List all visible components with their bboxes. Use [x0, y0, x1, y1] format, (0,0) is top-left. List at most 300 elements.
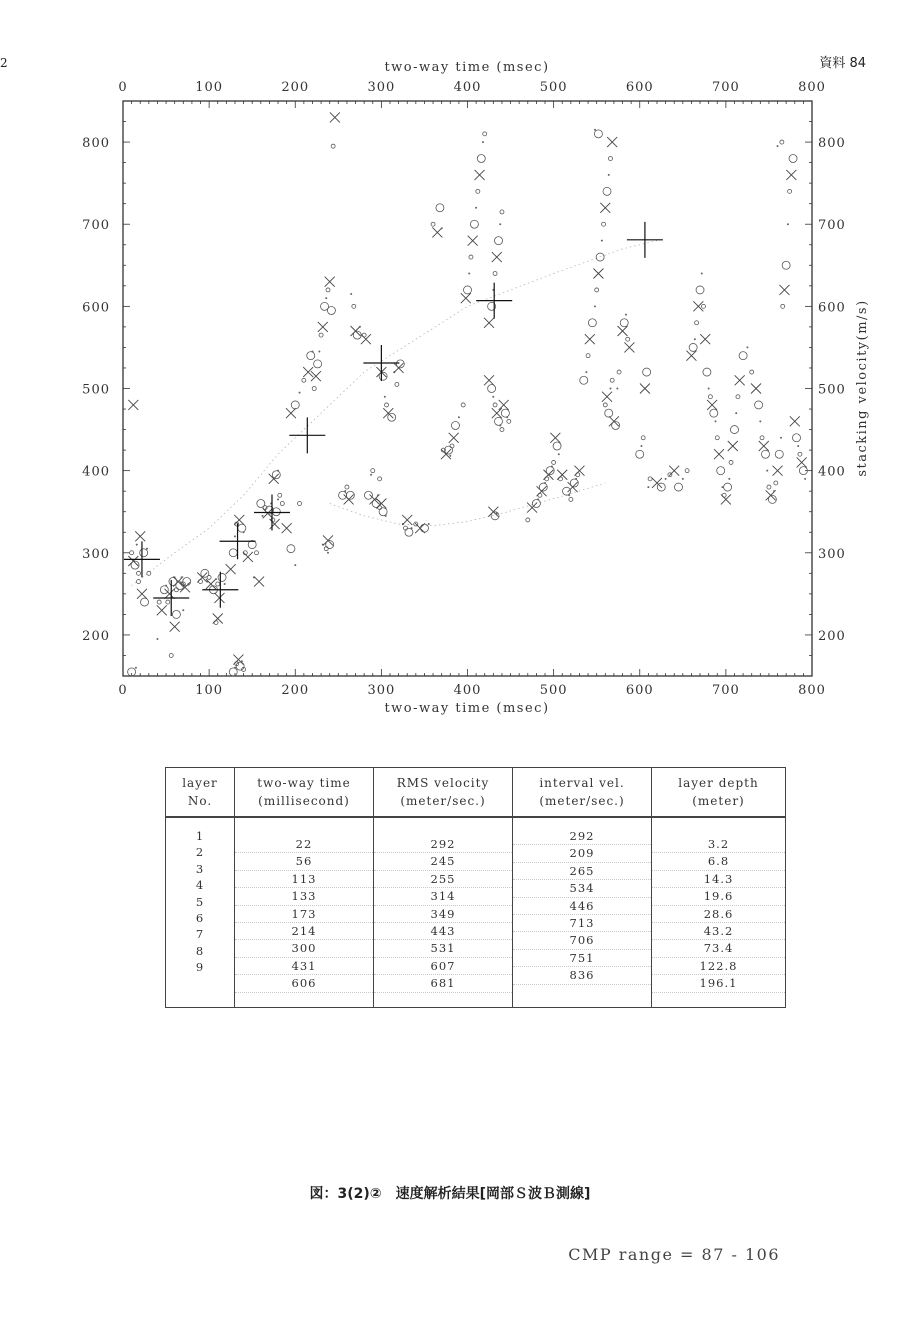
- y-tick-label-right: 600: [818, 300, 846, 316]
- scatter-point: [669, 466, 679, 476]
- scatter-point: [302, 378, 306, 382]
- scatter-point: [537, 498, 539, 500]
- table-cell: 292: [374, 836, 512, 853]
- scatter-point: [750, 370, 754, 374]
- scatter-point: [411, 527, 413, 529]
- scatter-point: [568, 494, 570, 496]
- scatter-point: [385, 515, 387, 517]
- scatter-point: [420, 524, 428, 532]
- y-tick-label-left: 500: [82, 382, 110, 398]
- scatter-point: [786, 170, 796, 180]
- table-cell: 751: [513, 950, 651, 967]
- header-layer-no: layer No.: [166, 768, 235, 818]
- y-tick-label-left: 700: [82, 218, 110, 234]
- scatter-point: [500, 210, 504, 214]
- table-cell: 196.1: [652, 975, 785, 992]
- scatter-point: [182, 609, 184, 611]
- x-tick-label-bottom: 500: [539, 683, 568, 698]
- scatter-point: [277, 470, 279, 472]
- scatter-point: [766, 470, 768, 472]
- scatter-point: [647, 486, 649, 488]
- scatter-point: [608, 174, 610, 176]
- scatter-point: [569, 497, 573, 501]
- table-cell: 19.6: [652, 888, 785, 905]
- scatter-point: [280, 502, 284, 506]
- scatter-point: [495, 237, 503, 245]
- scatter-point: [165, 585, 167, 587]
- scatter-point: [558, 453, 560, 455]
- scatter-point: [130, 551, 134, 555]
- scatter-point: [172, 610, 180, 618]
- scatter-point: [707, 400, 717, 410]
- scatter-point: [482, 141, 484, 143]
- scatter-point: [782, 261, 790, 269]
- scatter-point: [272, 471, 280, 479]
- scatter-point: [441, 227, 443, 229]
- scatter-point: [156, 638, 158, 640]
- scatter-point: [774, 481, 778, 485]
- header-interval-vel: interval vel. (meter/sec.): [513, 768, 652, 818]
- scatter-point: [224, 583, 226, 585]
- scatter-point: [603, 403, 607, 407]
- col-interval-vel: [513, 817, 652, 1007]
- table-cell: 133: [235, 888, 373, 905]
- scatter-point: [146, 548, 148, 550]
- scatter-point: [788, 189, 792, 193]
- scatter-point: [311, 351, 313, 353]
- scatter-point: [603, 187, 611, 195]
- table-cell: 3: [195, 861, 205, 876]
- scatter-point: [700, 334, 710, 344]
- scatter-point: [648, 477, 652, 481]
- scatter-point: [746, 346, 748, 348]
- scatter-point: [385, 403, 389, 407]
- table-cell: 5: [195, 894, 205, 909]
- y-tick-label-left: 400: [82, 464, 110, 480]
- scatter-point: [468, 273, 470, 275]
- scatter-point: [234, 515, 244, 525]
- scatter-point: [214, 593, 224, 603]
- scatter-point: [780, 140, 784, 144]
- y-tick-label-left: 800: [82, 136, 110, 152]
- scatter-point: [238, 524, 246, 532]
- x-tick-label-bottom: 400: [453, 683, 482, 698]
- scatter-point: [610, 378, 614, 382]
- scatter-point: [792, 434, 800, 442]
- y-tick-label-right: 800: [818, 136, 846, 152]
- scatter-point: [282, 523, 292, 533]
- scatter-point: [602, 222, 606, 226]
- scatter-point: [291, 401, 299, 409]
- scatter-point: [286, 408, 296, 418]
- x-tick-label-top: 400: [453, 80, 482, 95]
- scatter-point: [761, 450, 769, 458]
- table-cell: 431: [235, 958, 373, 975]
- scatter-point: [378, 477, 382, 481]
- scatter-point: [352, 304, 356, 308]
- scatter-point: [544, 482, 546, 484]
- velocity-pick: [124, 541, 160, 577]
- scatter-point: [236, 662, 244, 670]
- scatter-point: [728, 441, 738, 451]
- scatter-point: [780, 437, 782, 439]
- table-cell: 4: [195, 878, 205, 893]
- table-cell: 443: [374, 923, 512, 940]
- y-tick-label-right: 200: [818, 628, 846, 644]
- scatter-point: [787, 223, 789, 225]
- scatter-point: [804, 478, 806, 480]
- scatter-point: [395, 382, 399, 386]
- scatter-point: [550, 433, 560, 443]
- scatter-point: [499, 223, 501, 225]
- scatter-point: [506, 416, 508, 418]
- scatter-point: [344, 490, 346, 492]
- col-layer-depth: [652, 817, 786, 1007]
- scatter-point: [594, 305, 596, 307]
- scatter-point: [351, 326, 361, 336]
- col-rms-velocity: [374, 817, 513, 1007]
- upper-guide-line: [132, 241, 657, 586]
- scatter-point: [350, 293, 352, 295]
- y-tick-label-left: 300: [82, 546, 110, 562]
- scatter-point: [325, 297, 327, 299]
- scatter-point: [568, 482, 578, 492]
- scatter-point: [483, 132, 487, 136]
- scatter-point: [714, 449, 724, 459]
- scatter-point: [234, 535, 236, 537]
- scatter-point: [717, 467, 725, 475]
- table-cell: 3.2: [652, 836, 785, 853]
- table-body-row: [166, 817, 786, 1007]
- table-cell: 43.2: [652, 923, 785, 940]
- table-cell: 56: [235, 853, 373, 870]
- velocity-pick: [202, 572, 238, 608]
- header-rms-velocity: RMS velocity (meter/sec.): [374, 768, 513, 818]
- table-cell: 2: [195, 845, 205, 860]
- table-cell: 713: [513, 915, 651, 932]
- scatter-point: [586, 354, 590, 358]
- scatter-point: [620, 319, 628, 327]
- scatter-point: [137, 571, 141, 575]
- scatter-point: [319, 333, 323, 337]
- table-header-row: [166, 768, 786, 818]
- scatter-point: [760, 436, 764, 440]
- col-layer-no: [166, 817, 235, 1007]
- scatter-point: [724, 483, 732, 491]
- scatter-point: [701, 273, 703, 275]
- scatter-point: [694, 338, 696, 340]
- scatter-point: [736, 395, 740, 399]
- scatter-point: [751, 384, 761, 394]
- scatter-point: [493, 272, 497, 276]
- table-cell: 349: [374, 906, 512, 923]
- scatter-point: [428, 523, 430, 525]
- scatter-point: [600, 203, 610, 213]
- table-cell: 113: [235, 871, 373, 888]
- table-cell: 7: [195, 927, 205, 942]
- scatter-point: [475, 170, 485, 180]
- scatter-point: [169, 653, 173, 657]
- scatter-point: [552, 460, 556, 464]
- scatter-point: [345, 485, 349, 489]
- scatter-point: [464, 286, 472, 294]
- scatter-point: [312, 387, 316, 391]
- table-cell: 9: [195, 960, 205, 975]
- scatter-point: [755, 401, 763, 409]
- scatter-point: [359, 326, 361, 328]
- table-cell: 73.4: [652, 940, 785, 957]
- scatter-point: [777, 145, 779, 147]
- scatter-point: [469, 255, 473, 259]
- scatter-point: [318, 351, 320, 353]
- scatter-point: [588, 319, 596, 327]
- scatter-point: [708, 388, 710, 390]
- scatter-point: [314, 360, 322, 368]
- scatter-point: [371, 469, 375, 473]
- scatter-point: [608, 157, 612, 161]
- scatter-point: [767, 485, 771, 489]
- scatter-point: [229, 549, 237, 557]
- x-tick-label-top: 800: [798, 80, 826, 95]
- scatter-points: [128, 112, 808, 675]
- scatter-point: [183, 578, 191, 586]
- scatter-point: [501, 409, 509, 417]
- scatter-point: [708, 395, 712, 399]
- scatter-point: [585, 334, 595, 344]
- velocity-picks: [124, 222, 663, 616]
- scatter-point: [207, 575, 211, 579]
- velocity-pick: [476, 283, 512, 319]
- scatter-point: [278, 493, 282, 497]
- scatter-point: [643, 368, 651, 376]
- table-cell: 300: [235, 940, 373, 957]
- scatter-point: [206, 579, 216, 589]
- y-tick-label-left: 200: [82, 628, 110, 644]
- scatter-point: [475, 207, 477, 209]
- scatter-point: [451, 421, 459, 429]
- velocity-pick: [220, 523, 256, 559]
- scatter-point: [798, 452, 802, 456]
- scatter-point: [701, 304, 705, 308]
- page-reference: 資料 84: [819, 56, 866, 71]
- scatter-point: [326, 288, 330, 292]
- scatter-point: [165, 589, 175, 599]
- scatter-point: [696, 286, 704, 294]
- scatter-point: [730, 426, 738, 434]
- scatter-point: [499, 424, 501, 426]
- scatter-point: [243, 552, 253, 562]
- x-axis-title-top: two-way time (msec): [384, 60, 550, 75]
- table-cell: 681: [374, 975, 512, 992]
- scatter-point: [140, 549, 148, 557]
- scatter-point: [307, 352, 315, 360]
- x-tick-label-bottom: 100: [195, 683, 224, 698]
- scatter-point: [595, 288, 599, 292]
- x-tick-label-bottom: 0: [118, 683, 128, 698]
- table-cell: 1: [195, 829, 205, 843]
- scatter-point: [344, 494, 354, 504]
- scatter-point: [254, 551, 258, 555]
- scatter-point: [728, 478, 730, 480]
- scatter-point: [318, 322, 328, 332]
- scatter-point: [461, 403, 465, 407]
- scatter-point: [729, 460, 733, 464]
- x-tick-label-top: 700: [711, 80, 740, 95]
- scatter-point: [229, 668, 237, 676]
- scatter-point: [789, 155, 797, 163]
- scatter-point: [492, 252, 502, 262]
- scatter-point: [797, 445, 799, 447]
- scatter-point: [128, 556, 138, 566]
- scatter-point: [147, 571, 151, 575]
- scatter-point: [616, 388, 618, 390]
- scatter-point: [470, 220, 478, 228]
- scatter-point: [136, 544, 138, 546]
- x-tick-label-bottom: 300: [367, 683, 396, 698]
- scatter-point: [461, 293, 471, 303]
- scatter-point: [241, 660, 243, 662]
- velocity-pick: [363, 345, 399, 381]
- scatter-point: [625, 314, 627, 316]
- x-tick-label-top: 100: [195, 80, 224, 95]
- scatter-point: [773, 466, 783, 476]
- scatter-point: [215, 578, 217, 580]
- scatter-point: [331, 144, 335, 148]
- scatter-point: [431, 222, 435, 226]
- table-cell: 173: [235, 906, 373, 923]
- scatter-point: [330, 112, 340, 122]
- scatter-point: [377, 494, 379, 496]
- scatter-point: [790, 416, 800, 426]
- scatter-point: [379, 508, 387, 516]
- scatter-point: [477, 155, 485, 163]
- scatter-point: [575, 478, 577, 480]
- scatter-point: [128, 400, 138, 410]
- scatter-point: [618, 326, 628, 336]
- guide-lines: [132, 241, 657, 586]
- scatter-point: [601, 240, 603, 242]
- scatter-point: [739, 352, 747, 360]
- scatter-point: [394, 363, 404, 373]
- scatter-point: [449, 455, 451, 457]
- scatter-point: [759, 441, 769, 451]
- scatter-point: [492, 408, 502, 418]
- y-axis-title: stacking velocity(m/s): [855, 299, 870, 477]
- scatter-point: [594, 129, 596, 131]
- table-cell: 22: [235, 836, 373, 853]
- scatter-point: [735, 375, 745, 385]
- scatter-point: [607, 137, 617, 147]
- scatter-point: [254, 577, 264, 587]
- scatter-point: [141, 598, 149, 606]
- scatter-point: [157, 600, 161, 604]
- scatter-point: [665, 478, 667, 480]
- scatter-point: [137, 580, 141, 584]
- scatter-point: [499, 400, 509, 410]
- scatter-point: [735, 412, 737, 414]
- table-cell: 8: [195, 943, 205, 958]
- scatter-point: [277, 498, 279, 500]
- x-axis-title-bottom: two-way time (msec): [384, 701, 550, 716]
- scatter-point: [488, 385, 496, 393]
- scatter-point: [605, 409, 613, 417]
- scatter-point: [594, 130, 602, 138]
- figure-caption: 図：3(2)② 速度解析結果[岡部Ｓ波Ｂ測線]: [309, 1186, 591, 1202]
- scatter-point: [710, 409, 718, 417]
- scatter-point: [364, 491, 372, 499]
- scatter-point: [157, 605, 167, 615]
- x-tick-label-bottom: 800: [798, 683, 826, 698]
- scatter-point: [468, 236, 478, 246]
- scatter-point: [325, 277, 335, 287]
- table-cell: 245: [374, 853, 512, 870]
- x-tick-label-top: 300: [367, 80, 396, 95]
- scatter-point: [449, 433, 459, 443]
- scatter-point: [779, 285, 789, 295]
- scatter-point: [160, 586, 168, 594]
- page-number: 2: [0, 56, 8, 70]
- scatter-point: [640, 384, 650, 394]
- y-tick-label-right: 300: [818, 546, 846, 562]
- scatter-point: [675, 483, 683, 491]
- scatter-point: [327, 306, 335, 314]
- scatter-point: [585, 371, 587, 373]
- scatter-point: [436, 204, 444, 212]
- scatter-point: [262, 515, 264, 517]
- table-cell: 706: [513, 932, 651, 949]
- table-cell: 534: [513, 880, 651, 897]
- scatter-point: [526, 518, 530, 522]
- scatter-point: [715, 420, 717, 422]
- table-cell: 606: [235, 975, 373, 992]
- scatter-point: [580, 376, 588, 384]
- scatter-point: [384, 396, 386, 398]
- velocity-pick: [627, 222, 663, 258]
- velocity-pick: [289, 417, 325, 453]
- cmp-range: CMP range = 87 - 106: [568, 1245, 780, 1264]
- scatter-point: [759, 420, 761, 422]
- scatter-point: [682, 478, 684, 480]
- table-cell: 292: [513, 828, 651, 845]
- scatter-point: [686, 351, 696, 361]
- scatter-point: [323, 535, 333, 545]
- x-tick-label-bottom: 700: [711, 683, 740, 698]
- scatter-point: [695, 321, 699, 325]
- scatter-point: [563, 487, 571, 495]
- table-cell: 255: [374, 871, 512, 888]
- y-tick-label-left: 600: [82, 300, 110, 316]
- x-tick-label-top: 600: [625, 80, 654, 95]
- table-cell: 209: [513, 845, 651, 862]
- table-cell: 836: [513, 967, 651, 984]
- scatter-point: [476, 189, 480, 193]
- scatter-point: [166, 600, 170, 604]
- scatter-point: [640, 445, 642, 447]
- velocity-result-table: [165, 767, 786, 1008]
- table-cell: 14.3: [652, 871, 785, 888]
- scatter-point: [299, 392, 301, 394]
- table-cell: 446: [513, 898, 651, 915]
- scatter-point: [626, 337, 630, 341]
- scatter-point: [641, 436, 645, 440]
- x-tick-label-bottom: 600: [625, 683, 654, 698]
- scatter-point: [170, 622, 180, 632]
- table-cell: 6.8: [652, 853, 785, 870]
- scatter-point: [493, 403, 497, 407]
- scatter-point: [484, 318, 494, 328]
- scatter-point: [636, 450, 644, 458]
- table-cell: 265: [513, 863, 651, 880]
